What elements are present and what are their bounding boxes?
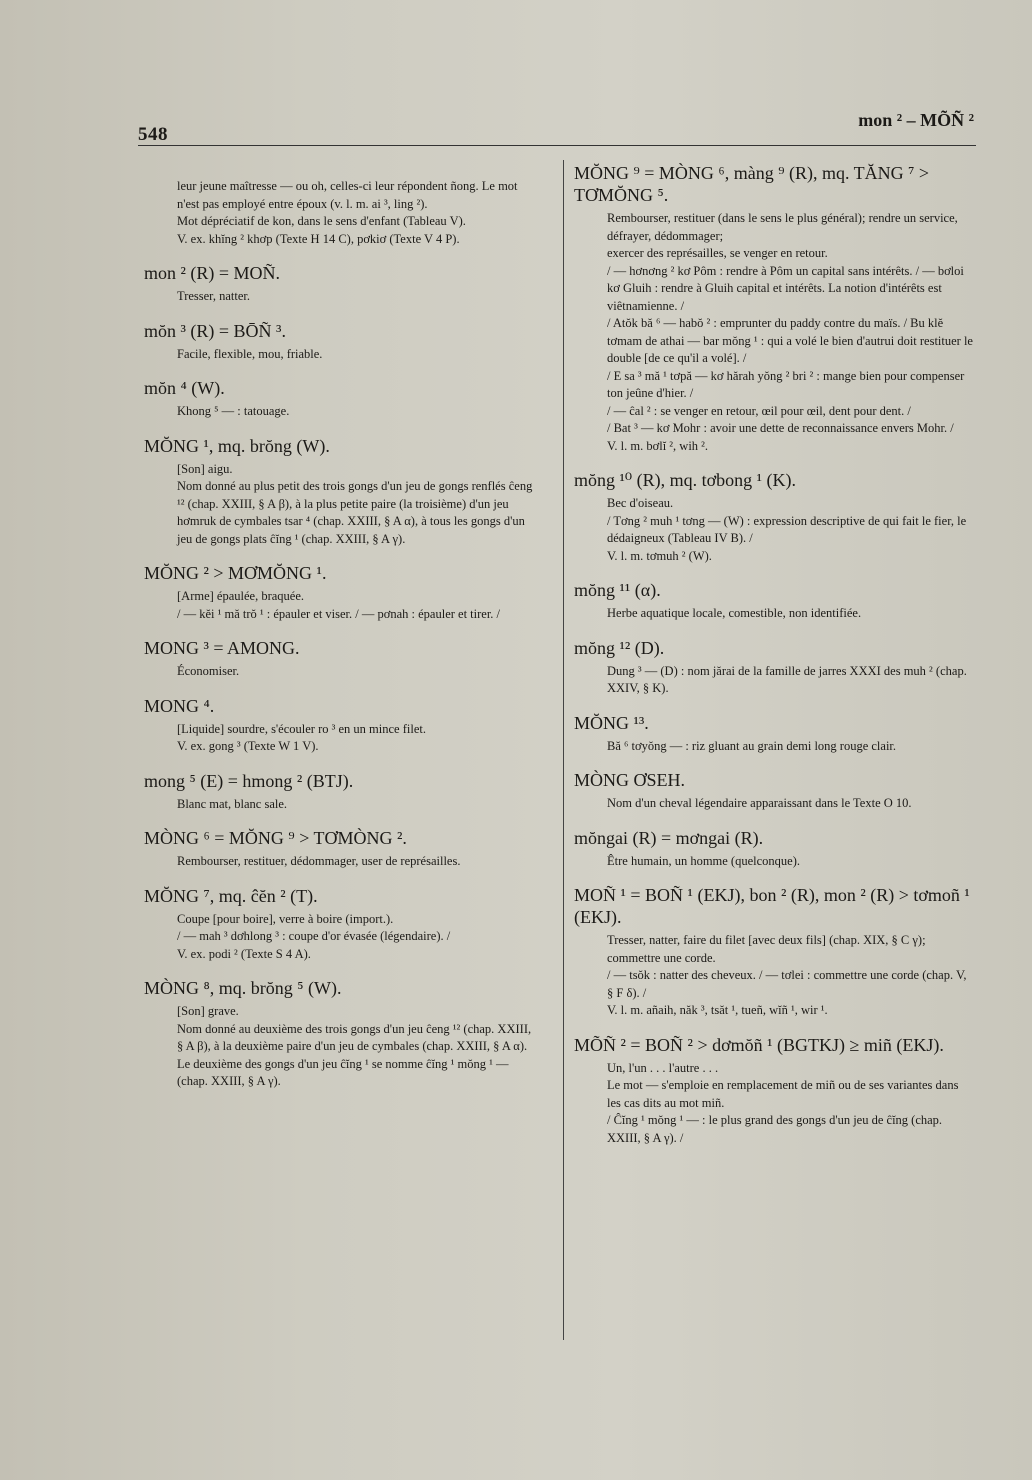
definition-line: / — tsŏk : natter des cheveux. / — tơlei : commettre une corde (chap. V, § F δ). / [607,968,967,1000]
dictionary-entry [144,178,540,248]
entry-headword: mon ² (R) = MOÑ. [144,263,281,283]
definition-line: [Liquide] sourdre, s'écouler ro ³ en un mince filet. [177,721,426,736]
dictionary-entry [574,469,974,565]
right-column [574,162,974,1147]
column-divider [563,160,564,1340]
entry-headword: MÒNG ƠSEH. [574,770,686,790]
entry-definition [144,911,540,964]
entry-definition [574,663,974,698]
definition-line: Être humain, un homme (quelconque). [607,853,800,868]
definition-line: [Arme] épaulée, braquée. [177,589,305,603]
dictionary-entry [144,770,540,814]
definition-line: / Ĉĭng ¹ mŏng ¹ — : le plus grand des gongs d'un jeu de ĉĭng (chap. XXIII, § A γ). / [607,1113,943,1145]
entry-definition [574,495,974,565]
dictionary-entry [574,1034,974,1148]
definition-line: Un, l'un . . . l'autre . . . [607,1060,719,1075]
definition-line: / — mah ³ dơhlong ³ : coupe d'or évasée (légendaire). / [177,929,451,943]
definition-line: Blanc mat, blanc sale. [177,796,288,811]
definition-line: V. l. m. añaih, năk ³, tsăt ¹, tueñ, wĭñ ¹, wir ¹. [607,1003,828,1017]
entry-spacer [574,870,974,884]
entry-definition [574,1060,974,1148]
entry-spacer [574,1020,974,1034]
definition-line: Facile, flexible, mou, friable. [177,346,323,361]
entry-spacer [574,455,974,469]
dictionary-entry [574,827,974,871]
definition-line: Mot dépréciatif de kon, dans le sens d'enfant (Tableau V). [177,214,466,228]
entry-headword: MŎNG ¹, mq. brŏng (W). [144,435,330,456]
entry-headword: MONG ⁴. [144,695,215,716]
entry-definition [574,210,974,455]
entry-spacer [144,248,540,262]
definition-line: V. ex. podi ² (Texte S 4 A). [177,946,311,961]
definition-line: V. l. m. bơlĭ ², wih ². [607,438,709,453]
dictionary-entry [144,435,540,549]
definition-line: leur jeune maîtresse — ou oh, celles-ci leur répondent ñong. Le mot n'est pas employé entre époux (v. l. m. ai ³, ling ²). [177,179,518,211]
dictionary-entry [144,262,540,306]
entry-headword: mŏng ¹⁰ (R), mq. tơbong ¹ (K). [574,470,797,490]
entry-headword: mŏn ³ (R) = BŌÑ ³. [144,320,286,341]
dictionary-entry [144,637,540,681]
definition-line: V. ex. gong ³ (Texte W 1 V). [177,739,319,753]
definition-line: Rembourser, restituer (dans le sens le plus général); rendre un service, défrayer, dédommager; [607,211,958,243]
entry-definition [144,721,540,756]
dictionary-entry [144,562,540,623]
entry-definition [574,932,974,1020]
definition-line: Coupe [pour boire], verre à boire (import.). [177,911,394,926]
definition-line: / — ĉal ² : se venger en retour, œil pour œil, dent pour dent. / [607,403,911,418]
entry-spacer [144,681,540,695]
definition-line: / Atŏk bă ⁶ — habŏ ² : emprunter du paddy contre du maïs. / Bu klĕ tơmam de athai — bar mŏng ¹ : qui a volé le bien d'autrui doit restituer le double [de ce qu'il a volé]. / [607,316,973,365]
entry-spacer [144,623,540,637]
dictionary-entry [574,712,974,756]
entry-spacer [144,548,540,562]
entry-definition [144,853,540,871]
entry-definition [144,461,540,549]
entry-headword: mŏngai (R) = mơngai (R). [574,827,764,848]
entry-spacer [144,871,540,885]
entry-definition [144,796,540,814]
entry-spacer [574,565,974,579]
entry-definition [144,588,540,623]
entry-definition [574,738,974,756]
definition-line: Nom donné au plus petit des trois gongs d'un jeu de gongs renflés ĉeng ¹² (chap. XXIII, § A β), à la plus petite paire (la troisième) d'un jeu hơmruk de cymbales tsar ⁴ (chap. XXIII, § A α), à tous les gongs d'un jeu de gongs plats ĉĭng ¹ (chap. XXIII, § A γ). [177,479,533,546]
entry-definition [144,403,540,421]
entry-headword: MŎNG ² > MƠMŎNG ¹. [144,563,327,583]
definition-line: Tresser, natter. [177,289,250,303]
entry-headword: MŎNG ⁷, mq. ĉĕn ² (T). [144,885,318,906]
entry-definition [574,853,974,871]
definition-line: / Bat ³ — kơ Mohr : avoir une dette de reconnaissance envers Mohr. / [607,421,954,435]
definition-line: Nom d'un cheval légendaire apparaissant dans le Texte O 10. [607,796,912,810]
entry-headword: MŎNG ¹³. [574,712,649,733]
entry-spacer [144,813,540,827]
definition-line: / Tơng ² muh ¹ tơng — (W) : expression descriptive de qui fait le fier, le dédaigneux (Tableau IV B). / [607,513,967,545]
definition-line: exercer des représailles, se venger en retour. [607,246,828,260]
definition-line: V. ex. khĭng ² khơp (Texte H 14 C), pơkiơ (Texte V 4 P). [177,231,460,246]
definition-line: [Son] grave. [177,1004,239,1018]
entry-headword: MŎNG ⁹ = MÒNG ⁶, màng ⁹ (R), mq. TĂNG ⁷ > TƠMŎNG ⁵. [574,163,930,205]
entry-spacer [144,363,540,377]
entry-spacer [574,623,974,637]
entry-headword: mong ⁵ (E) = hmong ² (BTJ). [144,770,354,791]
running-head: mon ² – MÕÑ ² [858,110,974,130]
dictionary-entry [144,827,540,871]
entry-headword: MONG ³ = AMONG. [144,638,300,658]
entry-definition [144,178,540,248]
entry-spacer [144,306,540,320]
entry-definition [574,605,974,623]
entry-headword: MÒNG ⁸, mq. brŏng ⁵ (W). [144,978,342,998]
entry-headword: MÒNG ⁶ = MŎNG ⁹ > TƠMÒNG ². [144,828,407,848]
entry-definition [574,795,974,813]
entry-headword: mŏng ¹¹ (α). [574,580,661,600]
dictionary-entry [574,769,974,813]
entry-headword: mŏn ⁴ (W). [144,378,225,398]
definition-line: Khong ⁵ — : tatouage. [177,404,290,418]
definition-line: Rembourser, restituer, dédommager, user de représailles. [177,854,461,868]
page-number: 548 [138,124,168,145]
left-column [144,178,540,1091]
dictionary-entry [144,377,540,421]
definition-line: Nom donné au deuxième des trois gongs d'un jeu ĉeng ¹² (chap. XXIII, § A β), à la deuxième paire d'un jeu de cymbales (chap. XXIII, § A α). [177,1021,532,1053]
entry-spacer [144,963,540,977]
definition-line: Économiser. [177,664,240,678]
entry-definition [144,288,540,306]
entry-definition [144,663,540,681]
entry-headword: mŏng ¹² (D). [574,637,665,658]
entry-spacer [144,756,540,770]
definition-line: Le mot — s'emploie en remplacement de miñ ou de ses variantes dans les cas dits au mot miñ. [607,1078,959,1110]
dictionary-entry [144,695,540,756]
definition-line: Dung ³ — (D) : nom jărai de la famille de jarres XXXI des muh ² (chap. XXIV, § K). [607,663,967,695]
dictionary-entry [574,162,974,455]
entry-headword: MOÑ ¹ = BOÑ ¹ (EKJ), bon ² (R), mon ² (R) > tơmoñ ¹ (EKJ). [574,885,970,927]
definition-line: / — hơnơng ² kơ Pôm : rendre à Pôm un capital sans intérêts. / — bơloi kơ Gluih : rendre à Gluih capital et intérêts. La notion d'intérêts est viêtnamienne. / [607,263,964,313]
definition-line: Bec d'oiseau. [607,496,674,510]
dictionary-entry [574,579,974,623]
definition-line: / — kĕi ¹ mă trŏ ¹ : épauler et viser. / — pơnah : épauler et tirer. / [177,606,501,621]
definition-line: [Son] aigu. [177,461,233,476]
entry-headword: MÕÑ ² = BOÑ ² > dơmŏñ ¹ (BGTKJ) ≥ miñ (EKJ). [574,1034,944,1055]
entry-definition [144,346,540,364]
definition-line: / E sa ³ mă ¹ tơpă — kơ hărah yŏng ² bri ² : mange bien pour compenser ton jeûne d'hier. / [607,368,965,400]
entry-spacer [574,755,974,769]
dictionary-entry [574,637,974,698]
dictionary-entry [144,885,540,964]
header-rule [138,145,976,146]
definition-line: Herbe aquatique locale, comestible, non identifiée. [607,606,862,620]
definition-line: Bă ⁶ tơyŏng — : riz gluant au grain demi long rouge clair. [607,738,897,753]
entry-spacer [574,813,974,827]
definition-line: Le deuxième des gongs d'un jeu ĉĭng ¹ se nomme ĉĭng ¹ mŏng ¹ — (chap. XXIII, § A γ). [177,1056,509,1088]
dictionary-entry [144,977,540,1091]
entry-spacer [574,698,974,712]
entry-spacer [144,421,540,435]
dictionary-entry [574,884,974,1020]
definition-line: Tresser, natter, faire du filet [avec deux fils] (chap. XIX, § C γ); commettre une corde. [607,933,926,965]
dictionary-entry [144,320,540,364]
entry-definition [144,1003,540,1091]
definition-line: V. l. m. tơmuh ² (W). [607,548,712,563]
